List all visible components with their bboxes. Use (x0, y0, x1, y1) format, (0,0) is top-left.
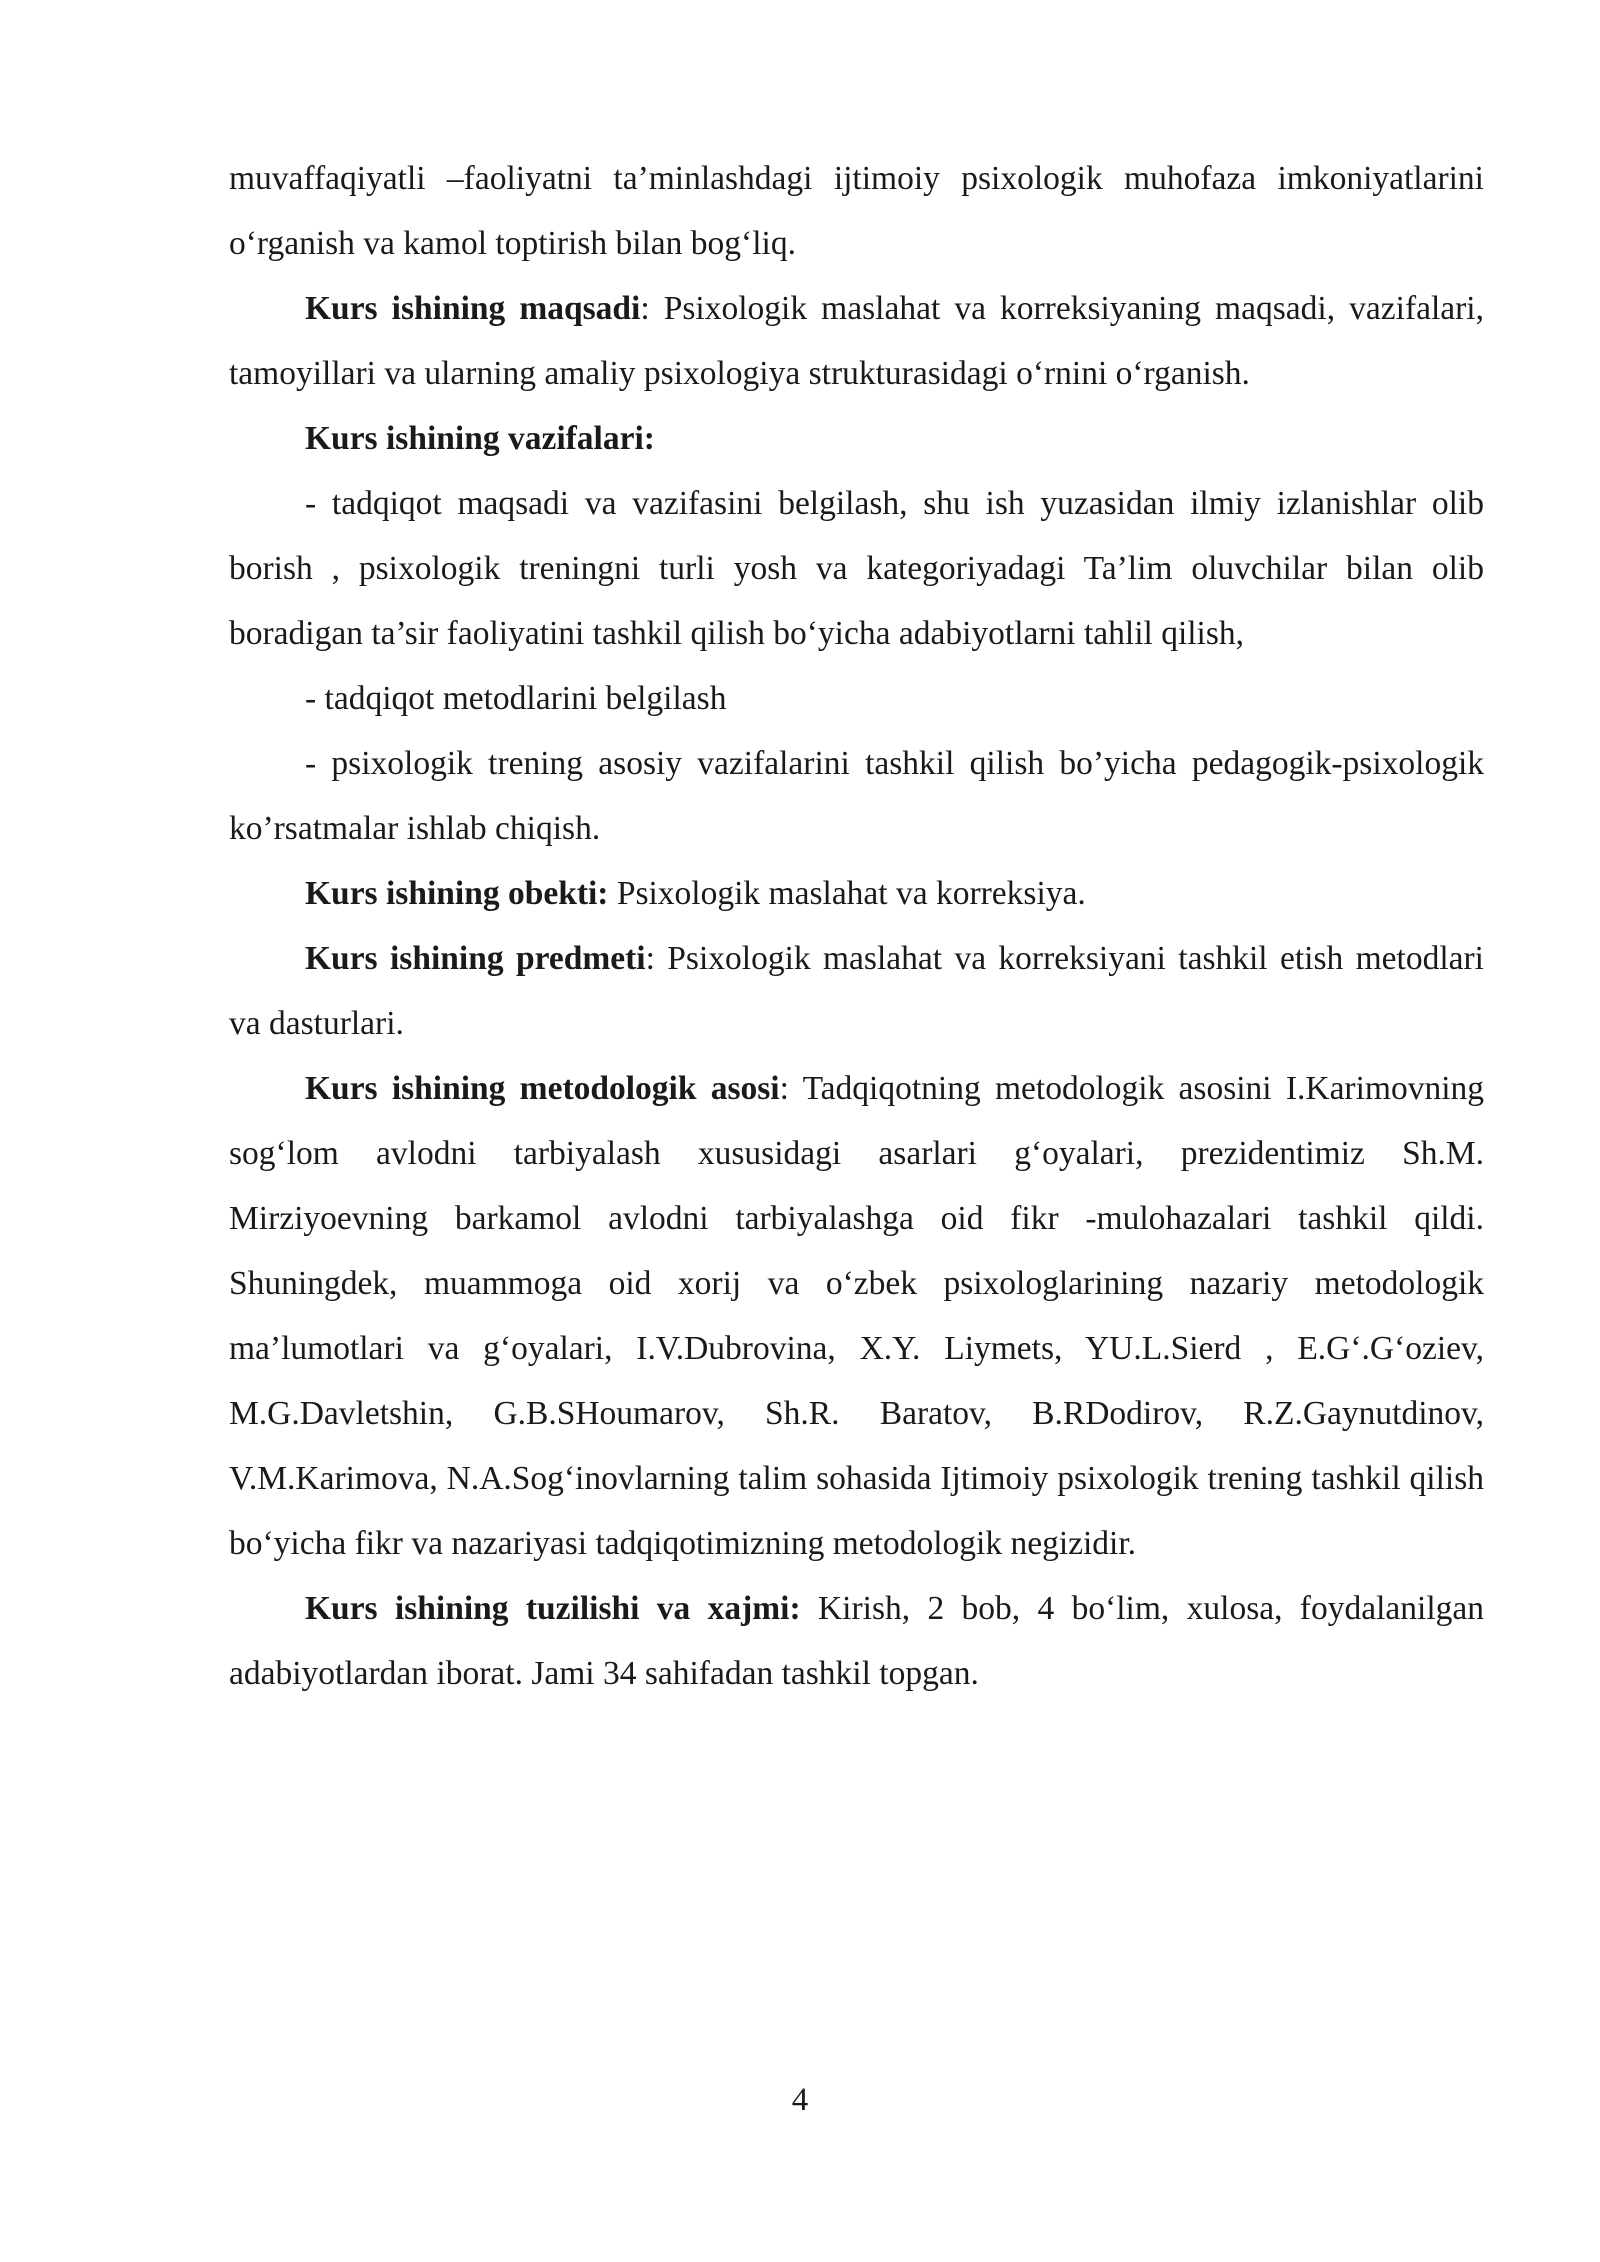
subject-text: Psixologik maslahat va korreksiyani tashkil etish metodlari va dasturlari. (229, 940, 1484, 1042)
goal-label: Kurs ishining maqsadi (305, 290, 641, 327)
subject-label: Kurs ishining predmeti (305, 940, 646, 977)
tasks-heading (229, 406, 1484, 471)
methodology-label: Kurs ishining metodologik asosi (305, 1070, 780, 1107)
structure-label: Kurs ishining tuzilishi va xajmi: (305, 1590, 801, 1627)
object-text: Psixologik maslahat va korreksiya. (616, 875, 1086, 912)
goal-text: Psixologik maslahat va korreksiyaning maqsadi, vazifalari, tamoyillari va ularning amaliy psixologiya strukturasidagi o‘rnini o‘rganish. (229, 290, 1484, 392)
subject-paragraph (229, 926, 1484, 1056)
structure-separator (801, 1590, 818, 1627)
document-body (229, 146, 1484, 1706)
tasks-label: Kurs ishining vazifalari: (305, 420, 655, 457)
subject-separator: : (645, 940, 668, 977)
methodology-paragraph (229, 1056, 1484, 1576)
goal-paragraph (229, 276, 1484, 406)
methodology-text: Tadqiqotning metodologik asosini I.Karimovning sog‘lom avlodni tarbiyalash xususidagi asarlari g‘oyalari, prezidentimiz Sh.M. Mirziyoevning barkamol avlodni tarbiyalashga oid fikr -mulohazalari tashkil qildi. Shuningdek, muammoga oid xorij va o‘zbek psixologlarining nazariy metodologik ma’lumotlari va g‘oyalari, I.V.Dubrovina, X.Y. Liymets, YU.L.Sierd , E.G‘.G‘oziev, M.G.Davletshin, G.B.SHoumarov, Sh.R. Baratov, B.RDodirov, R.Z.Gaynutdinov, V.M.Karimova, N.A.Sog‘inovlarning talim sohasida Ijtimoiy psixologik trening tashkil qilish bo‘yicha fikr va nazariyasi tadqiqotimizning metodologik negizidir. (229, 1070, 1485, 1562)
object-separator (608, 875, 616, 912)
task-item-3: - psixologik trening asosiy vazifalarini tashkil qilish bo’yicha pedagogik-psixologik ko’rsatmalar ishlab chiqish. (229, 745, 1484, 847)
intro-paragraph: muvaffaqiyatli –faoliyatni ta’minlashdagi ijtimoiy psixologik muhofaza imkoniyatlarini o‘rganish va kamol toptirish bilan bog‘liq. (229, 160, 1484, 262)
structure-paragraph (229, 1576, 1484, 1706)
methodology-separator: : (779, 1070, 803, 1107)
task-item-1: - tadqiqot maqsadi va vazifasini belgilash, shu ish yuzasidan ilmiy izlanishlar olib borish , psixologik treningni turli yosh va kategoriyadagi Ta’lim oluvchilar bilan olib boradigan ta’sir faoliyatini tashkil qilish bo‘yicha adabiyotlarni tahlil qilish, (229, 485, 1484, 652)
object-paragraph (229, 861, 1484, 926)
task-item-2: - tadqiqot metodlarini belgilash (305, 680, 727, 717)
structure-text: Kirish, 2 bob, 4 bo‘lim, xulosa, foydalanilgan adabiyotlardan iborat. Jami 34 sahifadan tashkil topgan. (229, 1590, 1484, 1692)
object-label: Kurs ishining obekti: (305, 875, 609, 912)
page-number: 4 (791, 2082, 809, 2118)
goal-separator: : (640, 290, 664, 327)
